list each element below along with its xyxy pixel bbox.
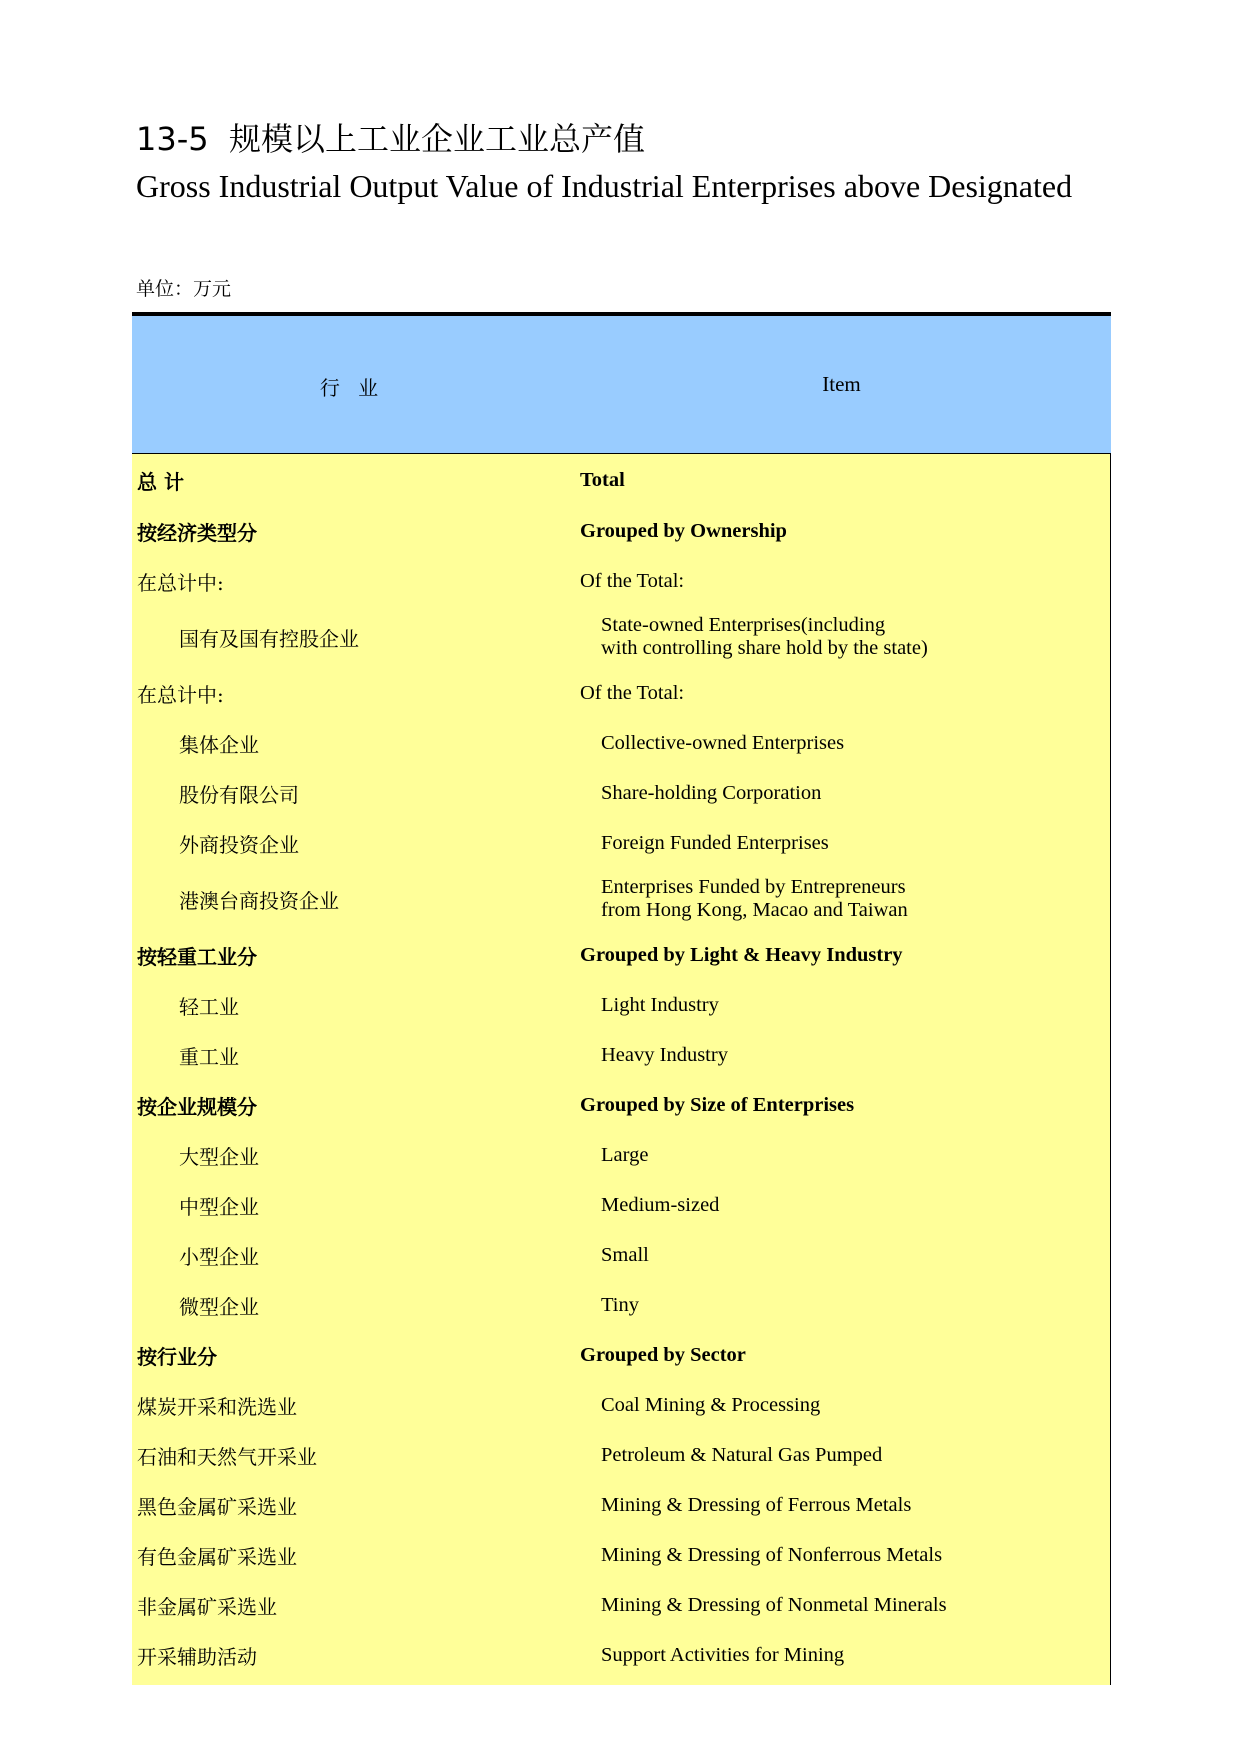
row-label-cn: 开采辅助活动 — [137, 1644, 257, 1669]
row-label-en-line: Tiny — [601, 1293, 639, 1316]
row-label-cn: 非金属矿采选业 — [137, 1594, 277, 1619]
row-label-en-line: Petroleum & Natural Gas Pumped — [601, 1443, 883, 1466]
row-label-en — [572, 1544, 1110, 1567]
table-row — [132, 556, 1110, 606]
row-label-en-line: Foreign Funded Enterprises — [601, 831, 829, 854]
header-cn: 行 业 — [319, 376, 385, 400]
unit-label: 单位：万元 — [136, 278, 232, 300]
row-label-en — [572, 732, 1110, 755]
page-title-en: Gross Industrial Output Value of Industrial Enterprises above Designated — [136, 168, 1073, 204]
row-label-cn: 按企业规模分 — [137, 1094, 257, 1119]
row-label-cn: 国有及国有控股企业 — [179, 626, 359, 651]
table-row — [132, 1630, 1110, 1680]
row-label-en-line2: from Hong Kong, Macao and Taiwan — [601, 899, 908, 921]
header-en: Item — [822, 372, 861, 396]
table-row — [132, 1280, 1110, 1330]
row-label-en-line: Grouped by Size of Enterprises — [580, 1093, 855, 1116]
row-label-cn: 小型企业 — [179, 1244, 259, 1269]
row-label-cn: 中型企业 — [179, 1194, 259, 1219]
row-label-en-line: Heavy Industry — [601, 1043, 728, 1066]
row-label-en-line: Grouped by Light & Heavy Industry — [580, 943, 903, 966]
table-row — [132, 1230, 1110, 1280]
table-row — [132, 768, 1110, 818]
row-label-en-line: Small — [601, 1243, 649, 1266]
row-label-cn: 外商投资企业 — [179, 832, 299, 857]
table-row — [132, 1530, 1110, 1580]
row-label-en-line: Mining & Dressing of Nonferrous Metals — [601, 1543, 943, 1566]
row-label-en — [572, 1594, 1110, 1617]
row-label-en-line: Share-holding Corporation — [601, 781, 822, 804]
row-label-cn: 在总计中: — [137, 682, 224, 707]
table-row — [132, 1480, 1110, 1530]
row-label-cn: 集体企业 — [179, 732, 259, 757]
table-row — [132, 818, 1110, 868]
row-label-en — [572, 1144, 1110, 1167]
row-label-cn: 港澳台商投资企业 — [179, 888, 339, 913]
row-label-en — [572, 1294, 1110, 1317]
row-label-en — [572, 682, 1110, 705]
row-label-en-line: Coal Mining & Processing — [601, 1393, 821, 1416]
table-header — [132, 316, 1111, 454]
table-row — [132, 980, 1110, 1030]
page-title-cn — [136, 114, 645, 160]
row-label-en-line: Mining & Dressing of Ferrous Metals — [601, 1493, 912, 1516]
row-label-en — [572, 1394, 1110, 1417]
row-label-en — [572, 1244, 1110, 1267]
row-label-en-line: Support Activities for Mining — [601, 1643, 845, 1666]
row-label-en-line: Collective-owned Enterprises — [601, 731, 845, 754]
table-row — [132, 454, 1110, 506]
table-row — [132, 606, 1110, 668]
row-label-en — [572, 1644, 1110, 1667]
table-row — [132, 1180, 1110, 1230]
row-label-cn: 股份有限公司 — [179, 782, 299, 807]
table-row — [132, 1430, 1110, 1480]
table-row — [132, 1330, 1110, 1380]
row-label-en-line: Large — [601, 1143, 649, 1166]
row-label-en-line: Grouped by Sector — [580, 1343, 746, 1366]
row-label-en — [572, 1094, 1110, 1117]
row-label-en — [572, 614, 1110, 660]
table-row — [132, 506, 1110, 556]
row-label-en-line: Of the Total: — [580, 569, 685, 592]
row-label-en — [572, 570, 1110, 593]
row-label-cn: 石油和天然气开采业 — [137, 1444, 317, 1469]
table-number: 13-5 — [136, 120, 209, 158]
row-label-en — [572, 1494, 1110, 1517]
row-label-cn: 按轻重工业分 — [137, 944, 257, 969]
title-cn-text: 规模以上工业企业工业总产值 — [228, 120, 645, 158]
row-label-en — [572, 944, 1110, 967]
row-label-en-line: Of the Total: — [580, 681, 685, 704]
row-label-en — [572, 1044, 1110, 1067]
row-label-en-line: Enterprises Funded by Entrepreneurs — [601, 876, 906, 898]
row-label-en — [572, 469, 1110, 492]
row-label-cn: 在总计中: — [137, 570, 224, 595]
row-label-en-line: Total — [580, 468, 625, 491]
row-label-cn: 大型企业 — [179, 1144, 259, 1169]
row-label-cn: 有色金属矿采选业 — [137, 1544, 297, 1569]
table-row — [132, 868, 1110, 930]
row-label-cn: 按行业分 — [137, 1344, 217, 1369]
row-label-en — [572, 876, 1110, 922]
table-body — [132, 454, 1111, 1685]
table-row — [132, 1130, 1110, 1180]
row-label-cn: 按经济类型分 — [137, 520, 257, 545]
row-label-en-line: State-owned Enterprises(including — [601, 614, 886, 636]
row-label-en — [572, 1444, 1110, 1467]
row-label-cn: 总 计 — [137, 469, 184, 494]
table-row — [132, 1030, 1110, 1080]
row-label-en — [572, 1194, 1110, 1217]
row-label-en — [572, 994, 1110, 1017]
table-row — [132, 1080, 1110, 1130]
row-label-cn: 黑色金属矿采选业 — [137, 1494, 297, 1519]
data-table — [132, 312, 1111, 1685]
row-label-en-line2: with controlling share hold by the state) — [601, 637, 928, 659]
row-label-en — [572, 520, 1110, 543]
row-label-en-line: Medium-sized — [601, 1193, 720, 1216]
table-row — [132, 668, 1110, 718]
row-label-en — [572, 832, 1110, 855]
row-label-cn: 轻工业 — [179, 994, 239, 1019]
table-row — [132, 1580, 1110, 1630]
row-label-cn: 重工业 — [179, 1044, 239, 1069]
row-label-cn: 微型企业 — [179, 1294, 259, 1319]
table-row — [132, 718, 1110, 768]
row-label-en-line: Grouped by Ownership — [580, 519, 787, 542]
row-label-cn: 煤炭开采和洗选业 — [137, 1394, 297, 1419]
row-label-en — [572, 1344, 1110, 1367]
table-row — [132, 1380, 1110, 1430]
row-label-en-line: Mining & Dressing of Nonmetal Minerals — [601, 1593, 947, 1616]
row-label-en — [572, 782, 1110, 805]
table-row — [132, 930, 1110, 980]
row-label-en-line: Light Industry — [601, 993, 719, 1016]
